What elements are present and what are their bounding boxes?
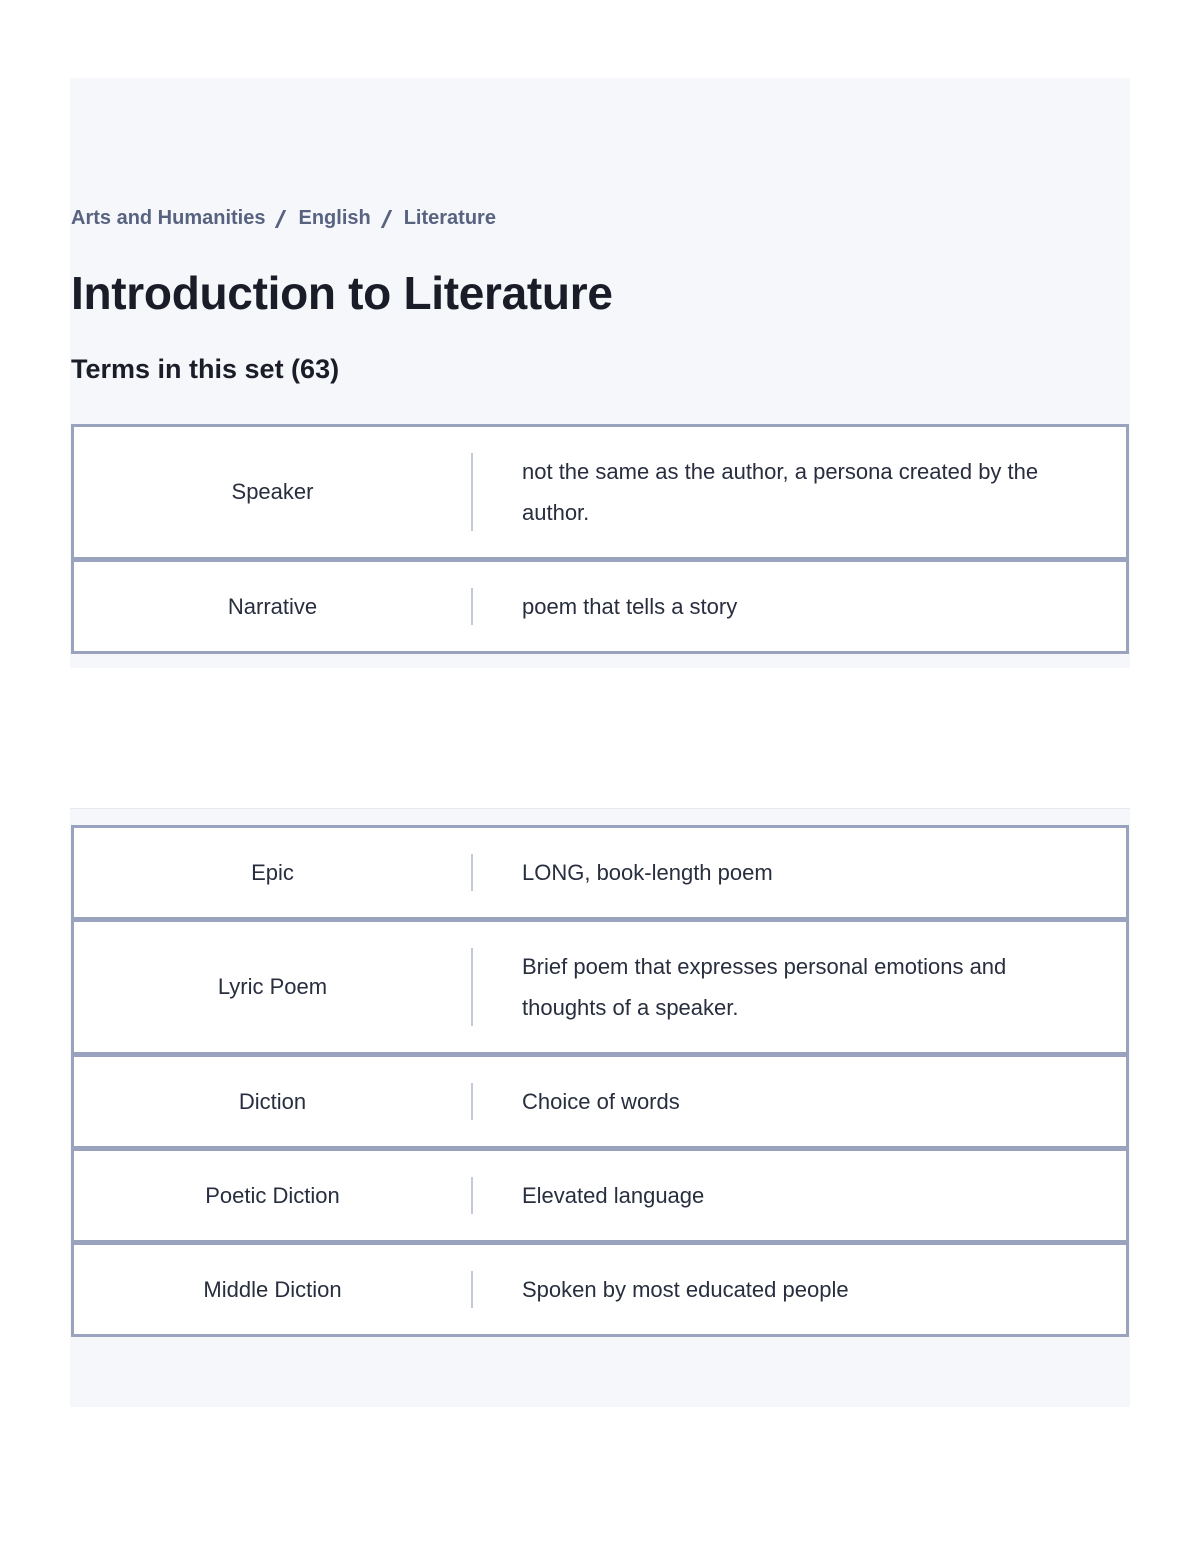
term-list-group-1 (71, 424, 1129, 654)
definition-text: poem that tells a story (522, 594, 738, 619)
definition-text: Brief poem that expresses personal emotions and thoughts of a speaker. (522, 954, 1007, 1020)
definition-text: Choice of words (522, 1089, 680, 1114)
definition-text: not the same as the author, a persona created by the author. (522, 459, 1039, 525)
term-text: Lyric Poem (217, 974, 328, 999)
term-text: Narrative (227, 593, 318, 619)
term-card-speaker[interactable] (71, 424, 1129, 560)
breadcrumb (71, 207, 496, 230)
term-list-group-2 (71, 825, 1129, 1337)
term-text: Diction (238, 1088, 307, 1114)
term-text: Middle Diction (203, 1276, 342, 1302)
terms-heading: Terms in this set (63) (71, 354, 340, 384)
term-text: Poetic Diction (205, 1182, 340, 1208)
definition-text: Elevated language (522, 1183, 705, 1208)
breadcrumb-link-english[interactable]: English (298, 207, 371, 229)
term-card-diction[interactable] (71, 1054, 1129, 1149)
breadcrumb-link-arts-and-humanities[interactable]: Arts and Humanities (71, 207, 266, 229)
page-title: Introduction to Literature (71, 267, 613, 319)
breadcrumb-separator-icon (275, 210, 286, 228)
term-card-poetic-diction[interactable] (71, 1148, 1129, 1243)
term-card-epic[interactable] (71, 825, 1129, 920)
term-card-middle-diction[interactable] (71, 1242, 1129, 1337)
breadcrumb-link-literature[interactable]: Literature (403, 207, 496, 229)
breadcrumb-separator-icon (381, 210, 392, 228)
definition-text: LONG, book-length poem (522, 860, 773, 885)
definition-text: Spoken by most educated people (522, 1277, 849, 1302)
term-text: Epic (251, 859, 294, 885)
term-card-lyric-poem[interactable] (71, 919, 1129, 1055)
term-text: Speaker (231, 479, 314, 504)
term-card-narrative[interactable] (71, 559, 1129, 654)
